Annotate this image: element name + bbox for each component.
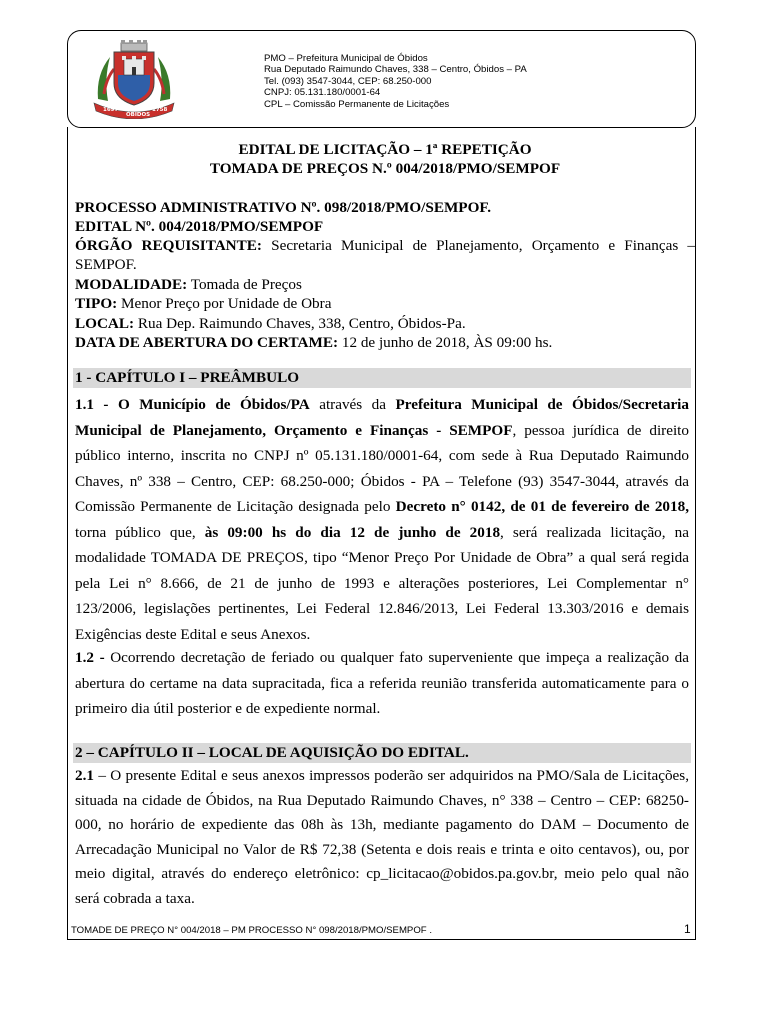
orgao-line xyxy=(75,237,695,255)
document-title-line-1: EDITAL DE LICITAÇÃO – 1ª REPETIÇÃO xyxy=(238,141,532,158)
data-abertura-line xyxy=(75,334,695,352)
orgao-value: Secretaria Municipal de Planejamento, Orçamento e Finanças – xyxy=(271,237,696,254)
local-line xyxy=(75,315,695,333)
page-number: 1 xyxy=(684,922,691,936)
p11-line-1: 1.1 - O Município de Óbidos/PA através da Prefeitura Municipal de Óbidos/Secretaria xyxy=(75,396,689,413)
tipo-value: Menor Preço por Unidade de Obra xyxy=(121,295,332,312)
p11-line-2: Municipal de Planejamento, Orçamento e Finanças - SEMPOF, pessoa jurídica de direito xyxy=(75,421,689,439)
p21-line-2: situada na cidade de Óbidos, na Rua Deputado Raimundo Chaves, n° 338 – Centro – CEP: 68250- xyxy=(75,791,689,809)
header-line-3: Tel. (093) 3547-3044, CEP: 68.250-000 xyxy=(264,75,432,87)
paragraph-1-2 xyxy=(75,645,689,722)
data-abertura-value: 12 de junho de 2018, ÀS 09:00 hs. xyxy=(341,334,553,351)
p21-line-5: meio digital, através do endereço eletrônico: cp_licitacao@obidos.pa.gov.br, meio pelo qual não xyxy=(75,865,689,882)
p11-line-10: Exigências deste Edital e seus Anexos. xyxy=(75,625,311,643)
tipo-line xyxy=(75,295,695,313)
p21-line-6: será cobrada a taxa. xyxy=(75,889,195,907)
modalidade-value: Tomada de Preços xyxy=(190,276,302,293)
local-label: LOCAL: xyxy=(75,315,135,332)
p12-line-2: abertura do certame na data supracitada, fica a referida reunião transferida automaticamente para o xyxy=(75,674,689,692)
header-line-2: Rua Deputado Raimundo Chaves, 338 – Centro, Óbidos – PA xyxy=(264,64,527,76)
p12-line-1: 1.2 - Ocorrendo decretação de feriado ou qualquer fato superveniente que impeça a realização da xyxy=(75,649,689,666)
svg-text:1697: 1697 xyxy=(103,107,119,113)
svg-text:1758: 1758 xyxy=(152,107,168,113)
p11-line-7: modalidade TOMADA DE PREÇOS, tipo “Menor Preço Por Unidade de Obra” a qual será regida xyxy=(75,549,689,566)
data-abertura-label: DATA DE ABERTURA DO CERTAME: xyxy=(75,334,339,351)
p21-line-3: 000, no horário de expediente das 08h às 13h, mediante pagamento do DAM – Documento de xyxy=(75,816,689,833)
footer-reference: TOMADE DE PREÇO N° 004/2018 – PM PROCESSO N° 098/2018/PMO/SEMPOF . xyxy=(71,925,432,936)
tipo-label: TIPO: xyxy=(75,295,118,312)
header-line-1: PMO – Prefeitura Municipal de Óbidos xyxy=(264,53,428,64)
header-line-5: CPL – Comissão Permanente de Licitações xyxy=(264,98,450,110)
section-1-heading: 1 - CAPÍTULO I – PREÂMBULO xyxy=(73,368,691,388)
document-title-line-2: TOMADA DE PREÇOS N.º 004/2018/PMO/SEMPOF xyxy=(209,160,561,177)
paragraph-1-1 xyxy=(75,392,689,647)
svg-text:ÓBIDOS: ÓBIDOS xyxy=(126,112,151,118)
local-value: Rua Dep. Raimundo Chaves, 338, Centro, Óbidos-Pa. xyxy=(137,315,466,332)
p11-line-3: público interno, inscrita no CNPJ nº 05.131.180/0001-64, com sede à Rua Deputado Raimundo xyxy=(75,447,689,464)
letterhead-text xyxy=(264,53,527,110)
p11-line-6: torna público que, às 09:00 hs do dia 12 de junho de 2018, será realizada licitação, na xyxy=(75,523,689,541)
p11-line-9: 123/2006, legislações pertinentes, Lei Federal 12.846/2013, Lei Federal 13.303/2016 e demais xyxy=(75,600,689,617)
section-2-heading: 2 – CAPÍTULO II – LOCAL DE AQUISIÇÃO DO EDITAL. xyxy=(73,743,691,763)
processo-line: PROCESSO ADMINISTRATIVO Nº. 098/2018/PMO/SEMPOF. xyxy=(75,199,492,216)
p21-line-1: 2.1 – O presente Edital e seus anexos impressos poderão ser adquiridos na PMO/Sala de Licitações, xyxy=(75,767,689,784)
paragraph-2-1 xyxy=(75,764,689,911)
municipal-coat-of-arms-icon xyxy=(88,39,180,119)
orgao-label: ÓRGÃO REQUISITANTE: xyxy=(75,237,262,254)
modalidade-label: MODALIDADE: xyxy=(75,276,188,293)
p11-line-8: pela Lei n° 8.666, de 21 de junho de 1993 e alterações posteriores, Lei Complementar n° xyxy=(75,574,689,592)
letterhead xyxy=(67,30,696,128)
orgao-line-continuation: SEMPOF. xyxy=(75,256,137,273)
modalidade-line xyxy=(75,276,695,294)
p11-line-5: Comissão Permanente de Licitação designada pelo Decreto n° 0142, de 01 de fevereiro de 2018, xyxy=(75,498,689,515)
header-line-4: CNPJ: 05.131.180/0001-64 xyxy=(264,87,381,99)
edital-line: EDITAL Nº. 004/2018/PMO/SEMPOF xyxy=(75,218,324,235)
p12-line-3: primeiro dia útil posterior e de expediente normal. xyxy=(75,700,381,717)
p21-line-4: Arrecadação Municipal no Valor de R$ 72,38 (Setenta e dois reais e trinta e oito centavos), ou, por xyxy=(75,840,689,858)
p11-line-4: Chaves, nº 338 – Centro, CEP: 68.250-000; Óbidos - PA – Telefone (93) 3547-3044, através da xyxy=(75,472,689,490)
